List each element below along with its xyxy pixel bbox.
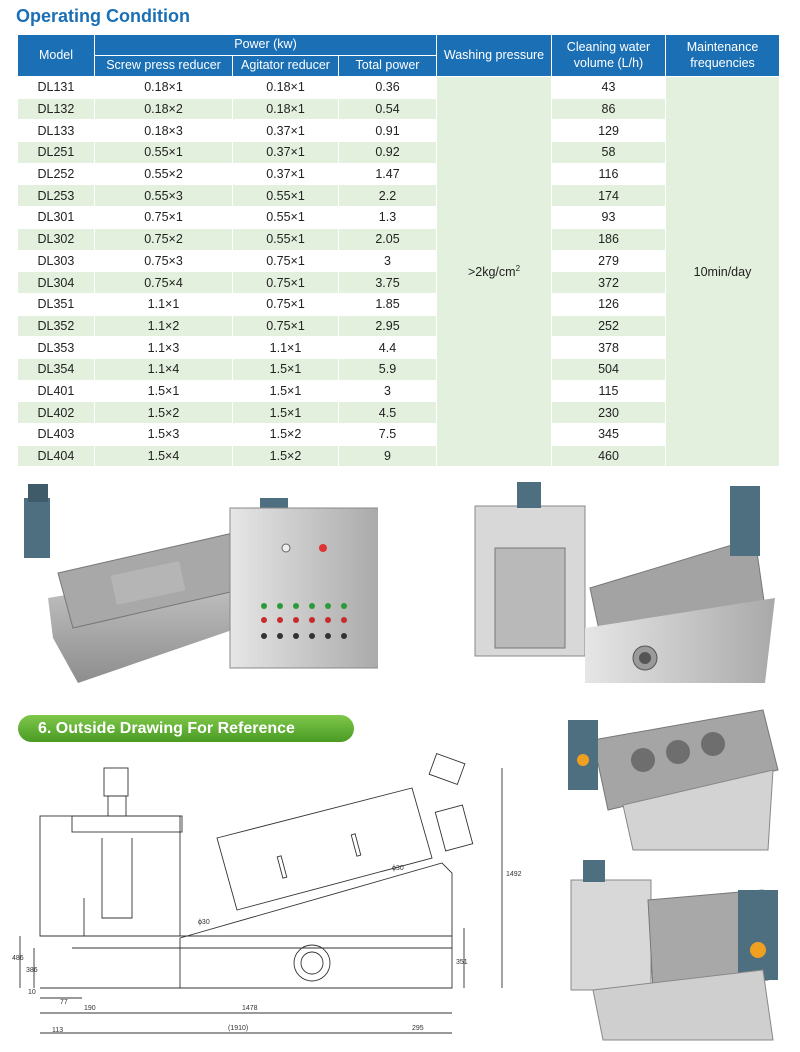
cell-model: DL301 <box>18 207 95 229</box>
table-row <box>18 272 780 294</box>
cell-screw-press-reducer: 0.18×1 <box>95 77 233 99</box>
cell-screw-press-reducer: 0.55×3 <box>95 185 233 207</box>
cell-screw-press-reducer: 0.75×1 <box>95 207 233 229</box>
cell-cleaning-water: 345 <box>552 424 666 446</box>
header-cleaning-water: Cleaning water volume (L/h) <box>552 35 666 77</box>
cell-screw-press-reducer: 1.5×2 <box>95 402 233 424</box>
header-maintenance: Maintenance frequencies <box>666 35 780 77</box>
dim-386: 386 <box>26 967 38 974</box>
cell-agitator-reducer: 0.37×1 <box>233 163 339 185</box>
cell-cleaning-water: 186 <box>552 228 666 250</box>
table-row <box>18 445 780 467</box>
cell-total-power: 2.2 <box>339 185 437 207</box>
cell-cleaning-water: 129 <box>552 120 666 142</box>
cell-cleaning-water: 43 <box>552 77 666 99</box>
cell-model: DL351 <box>18 293 95 315</box>
cell-agitator-reducer: 1.5×1 <box>233 358 339 380</box>
cell-screw-press-reducer: 0.55×2 <box>95 163 233 185</box>
cell-model: DL131 <box>18 77 95 99</box>
dim-phi30-left: ϕ30 <box>198 919 210 926</box>
cell-cleaning-water: 115 <box>552 380 666 402</box>
header-model: Model <box>18 35 95 77</box>
table-row <box>18 293 780 315</box>
cell-screw-press-reducer: 1.5×1 <box>95 380 233 402</box>
cell-agitator-reducer: 1.5×2 <box>233 445 339 467</box>
table-row <box>18 228 780 250</box>
cell-total-power: 7.5 <box>339 424 437 446</box>
cell-agitator-reducer: 0.75×1 <box>233 272 339 294</box>
header-screw-press-reducer: Screw press reducer <box>95 56 233 77</box>
washing-pressure-value: >2kg/cm <box>467 265 516 280</box>
cell-maintenance-frequency: 10min/day <box>666 77 780 467</box>
cell-agitator-reducer: 1.5×1 <box>233 380 339 402</box>
cell-total-power: 1.47 <box>339 163 437 185</box>
cell-screw-press-reducer: 0.55×1 <box>95 142 233 164</box>
cell-agitator-reducer: 0.75×1 <box>233 250 339 272</box>
cell-agitator-reducer: 0.55×1 <box>233 228 339 250</box>
cell-screw-press-reducer: 1.1×2 <box>95 315 233 337</box>
cell-model: DL253 <box>18 185 95 207</box>
cell-total-power: 1.85 <box>339 293 437 315</box>
cell-model: DL132 <box>18 98 95 120</box>
table-row <box>18 120 780 142</box>
cell-agitator-reducer: 0.75×1 <box>233 315 339 337</box>
cell-model: DL353 <box>18 337 95 359</box>
cell-agitator-reducer: 1.1×1 <box>233 337 339 359</box>
table-row <box>18 424 780 446</box>
header-agitator-reducer: Agitator reducer <box>233 56 339 77</box>
cell-washing-pressure <box>437 77 552 467</box>
cell-total-power: 3 <box>339 380 437 402</box>
cell-screw-press-reducer: 1.1×4 <box>95 358 233 380</box>
cell-cleaning-water: 174 <box>552 185 666 207</box>
cell-cleaning-water: 372 <box>552 272 666 294</box>
dim-486: 486 <box>12 955 24 962</box>
cell-model: DL251 <box>18 142 95 164</box>
cell-screw-press-reducer: 1.5×3 <box>95 424 233 446</box>
table-row <box>18 402 780 424</box>
table-row <box>18 142 780 164</box>
dim-phi30-right: ϕ30 <box>392 865 404 872</box>
cell-screw-press-reducer: 0.75×4 <box>95 272 233 294</box>
header-total-power: Total power <box>339 56 437 77</box>
dim-295: 295 <box>412 1025 424 1032</box>
cell-cleaning-water: 504 <box>552 358 666 380</box>
machine-photo-side <box>563 860 788 1045</box>
cell-cleaning-water: 116 <box>552 163 666 185</box>
cell-total-power: 4.5 <box>339 402 437 424</box>
cell-model: DL302 <box>18 228 95 250</box>
cell-agitator-reducer: 0.18×1 <box>233 98 339 120</box>
cell-screw-press-reducer: 0.75×2 <box>95 228 233 250</box>
cell-total-power: 0.92 <box>339 142 437 164</box>
cell-model: DL133 <box>18 120 95 142</box>
cell-total-power: 4.4 <box>339 337 437 359</box>
machine-photo-rear <box>465 478 780 688</box>
cell-model: DL352 <box>18 315 95 337</box>
cell-total-power: 3 <box>339 250 437 272</box>
dim-1910: (1910) <box>228 1025 249 1032</box>
cell-agitator-reducer: 0.37×1 <box>233 120 339 142</box>
table-row <box>18 207 780 229</box>
cell-cleaning-water: 126 <box>552 293 666 315</box>
cell-total-power: 0.36 <box>339 77 437 99</box>
table-row <box>18 77 780 99</box>
cell-model: DL402 <box>18 402 95 424</box>
cell-cleaning-water: 252 <box>552 315 666 337</box>
dim-351: 351 <box>456 959 468 966</box>
drawing-section-title: 6. Outside Drawing For Reference <box>18 715 354 742</box>
cell-model: DL354 <box>18 358 95 380</box>
dim-190: 190 <box>84 1005 96 1012</box>
cell-cleaning-water: 460 <box>552 445 666 467</box>
header-power: Power (kw) <box>95 35 437 56</box>
cell-screw-press-reducer: 1.1×1 <box>95 293 233 315</box>
cell-total-power: 5.9 <box>339 358 437 380</box>
cell-cleaning-water: 279 <box>552 250 666 272</box>
machine-photo-front <box>18 478 378 688</box>
table-body <box>18 77 780 467</box>
cell-total-power: 3.75 <box>339 272 437 294</box>
cell-model: DL404 <box>18 445 95 467</box>
table-row <box>18 315 780 337</box>
table-row <box>18 358 780 380</box>
cell-cleaning-water: 86 <box>552 98 666 120</box>
cell-screw-press-reducer: 0.75×3 <box>95 250 233 272</box>
table-row <box>18 337 780 359</box>
cell-agitator-reducer: 0.37×1 <box>233 142 339 164</box>
cell-model: DL401 <box>18 380 95 402</box>
table-row <box>18 185 780 207</box>
cell-screw-press-reducer: 1.5×4 <box>95 445 233 467</box>
table-row <box>18 250 780 272</box>
cell-agitator-reducer: 0.75×1 <box>233 293 339 315</box>
header-washing-pressure: Washing pressure <box>437 35 552 77</box>
table-row <box>18 163 780 185</box>
cell-agitator-reducer: 0.55×1 <box>233 185 339 207</box>
cell-agitator-reducer: 0.18×1 <box>233 77 339 99</box>
dim-10: 10 <box>28 989 36 996</box>
operating-condition-table <box>17 34 780 467</box>
cell-cleaning-water: 58 <box>552 142 666 164</box>
dim-1478: 1478 <box>242 1005 258 1012</box>
cell-model: DL304 <box>18 272 95 294</box>
cell-total-power: 9 <box>339 445 437 467</box>
cell-total-power: 2.05 <box>339 228 437 250</box>
cell-screw-press-reducer: 0.18×2 <box>95 98 233 120</box>
machine-photo-top-open <box>563 700 788 855</box>
table-row <box>18 98 780 120</box>
cell-model: DL252 <box>18 163 95 185</box>
washing-pressure-exponent: 2 <box>515 264 521 274</box>
cell-model: DL403 <box>18 424 95 446</box>
cell-total-power: 0.91 <box>339 120 437 142</box>
dim-77: 77 <box>60 999 68 1006</box>
cell-agitator-reducer: 0.55×1 <box>233 207 339 229</box>
section-title: Operating Condition <box>16 6 190 26</box>
cell-agitator-reducer: 1.5×1 <box>233 402 339 424</box>
dim-113: 113 <box>52 1027 64 1034</box>
cell-screw-press-reducer: 0.18×3 <box>95 120 233 142</box>
cell-cleaning-water: 378 <box>552 337 666 359</box>
cell-cleaning-water: 93 <box>552 207 666 229</box>
cell-total-power: 1.3 <box>339 207 437 229</box>
cell-model: DL303 <box>18 250 95 272</box>
dim-1492: 1492 <box>506 871 522 878</box>
cell-screw-press-reducer: 1.1×3 <box>95 337 233 359</box>
cell-total-power: 0.54 <box>339 98 437 120</box>
table-row <box>18 380 780 402</box>
cell-cleaning-water: 230 <box>552 402 666 424</box>
cell-total-power: 2.95 <box>339 315 437 337</box>
outside-drawing <box>12 748 532 1048</box>
cell-agitator-reducer: 1.5×2 <box>233 424 339 446</box>
